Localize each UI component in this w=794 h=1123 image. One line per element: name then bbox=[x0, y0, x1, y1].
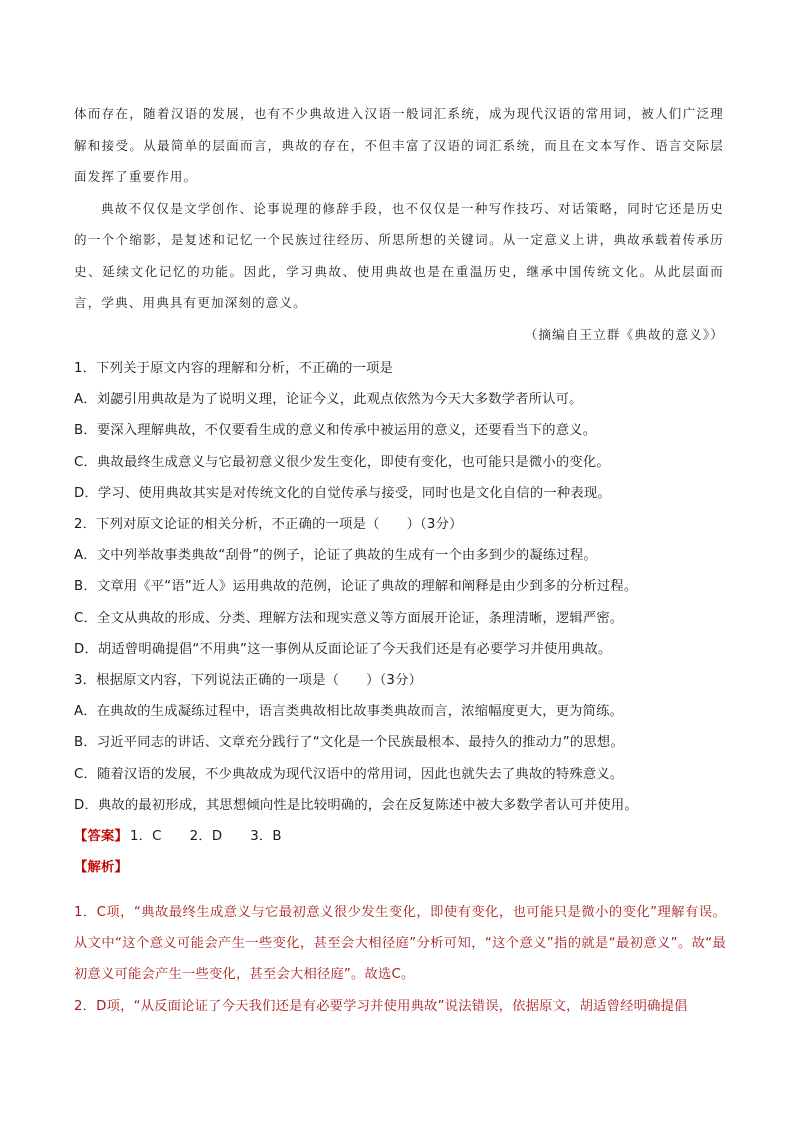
question-option: D．学习、使用典故其实是对传统文化的自觉传承与接受，同时也是文化自信的一种表现。 bbox=[74, 485, 611, 501]
question-option: B．要深入理解典故，不仅要看生成的意义和传承中被运用的意义，还要看当下的意义。 bbox=[74, 423, 597, 439]
answer-item: 2．D bbox=[189, 829, 223, 845]
analysis-section bbox=[74, 897, 726, 1022]
question-option: C．全文从典故的形成、分类、理解方法和现实意义等方面展开论证，条理清晰，逻辑严密。 bbox=[74, 610, 624, 626]
question-option: A．在典故的生成凝练过程中，语言类典故相比故事类典故而言，浓缩幅度更大，更为简练。 bbox=[74, 704, 624, 720]
passage-paragraph: 体而存在，随着汉语的发展，也有不少典故进入汉语一般词汇系统，成为现代汉语的常用词，被人们广泛理解和接受。从最简单的层面而言，典故的存在，不但丰富了汉语的词汇系统，而且在文本写作、语言交际层面发挥了重要作用。 bbox=[74, 106, 724, 184]
answer-line bbox=[74, 821, 734, 852]
question-stem: 1．下列关于原文内容的理解和分析，不正确的一项是 bbox=[74, 361, 394, 376]
question-option: A．文中列举故事类典故“刮骨”的例子，论证了典故的生成有一个由多到少的凝练过程。 bbox=[74, 548, 597, 564]
question-section bbox=[74, 353, 734, 883]
question-3 bbox=[74, 665, 734, 821]
answer-item: 3．B bbox=[250, 829, 282, 845]
question-option: D．胡适曾明确提倡“不用典”这一事例从反面论证了今天我们还是有必要学习并使用典故。 bbox=[74, 641, 612, 657]
analysis-label: 【解析】 bbox=[74, 860, 128, 876]
question-1 bbox=[74, 353, 734, 509]
question-option: B．习近平同志的讲话、文章充分践行了“文化是一个民族最根本、最持久的推动力”的思想。 bbox=[74, 735, 624, 751]
question-option: A．刘勰引用典故是为了说明义理，论证今义，此观点依然为今天大多数学者所认可。 bbox=[74, 392, 583, 408]
question-2 bbox=[74, 509, 734, 665]
question-option: B．文章用《平“语”近人》运用典故的范例，论证了典故的理解和阐释是由少到多的分析过程。 bbox=[74, 579, 638, 595]
analysis-item: 2．D项，“从反面论证了今天我们还是有必要学习并使用典故”说法错误，依据原文，胡适曾经明确提倡 bbox=[74, 998, 688, 1014]
answer-item: 1．C bbox=[130, 829, 162, 845]
question-option: C．随着汉语的发展，不少典故成为现代汉语中的常用词，因此也就失去了典故的特殊意义。 bbox=[74, 766, 624, 782]
passage-paragraph: 典故不仅仅是文学创作、论事说理的修辞手段，也不仅仅是一种写作技巧、对话策略，同时它还是历史的一个个缩影，是复述和记忆一个民族过往经历、所思所想的关键词。从一定意义上讲，典故承载着传承历史、延续文化记忆的功能。因此，学习典故、使用典故也是在重温历史，继承中国传统文化。从此层面而言，学典、用典具有更加深刻的意义。 bbox=[74, 200, 724, 310]
question-option: D．典故的最初形成，其思想倾向性是比较明确的，会在反复陈述中被大多数学者认可并使用。 bbox=[74, 797, 638, 813]
analysis-heading bbox=[74, 852, 734, 883]
question-stem: 2．下列对原文论证的相关分析，不正确的一项是（ ）（3分） bbox=[74, 517, 463, 533]
question-stem: 3．根据原文内容，下列说法正确的一项是（ ）（3分） bbox=[74, 673, 423, 689]
answer-label: 【答案】 bbox=[74, 829, 128, 845]
question-option: C．典故最终生成意义与它最初意义很少发生变化，即使有变化，也可能只是微小的变化。 bbox=[74, 454, 610, 470]
passage-source: （摘编自王立群《典故的意义》） bbox=[524, 326, 724, 342]
analysis-item: 1．C项，“典故最终生成意义与它最初意义很少发生变化，即使有变化，也可能只是微小的变化”理解有误。从文中“这个意义可能会产生一些变化，甚至会大相径庭”分析可知，“这个意义”指的就是“最初意义”。故“最初意义可能会产生一些变化，甚至会大相径庭”。故选C。 bbox=[74, 905, 726, 983]
reading-passage bbox=[74, 98, 724, 350]
